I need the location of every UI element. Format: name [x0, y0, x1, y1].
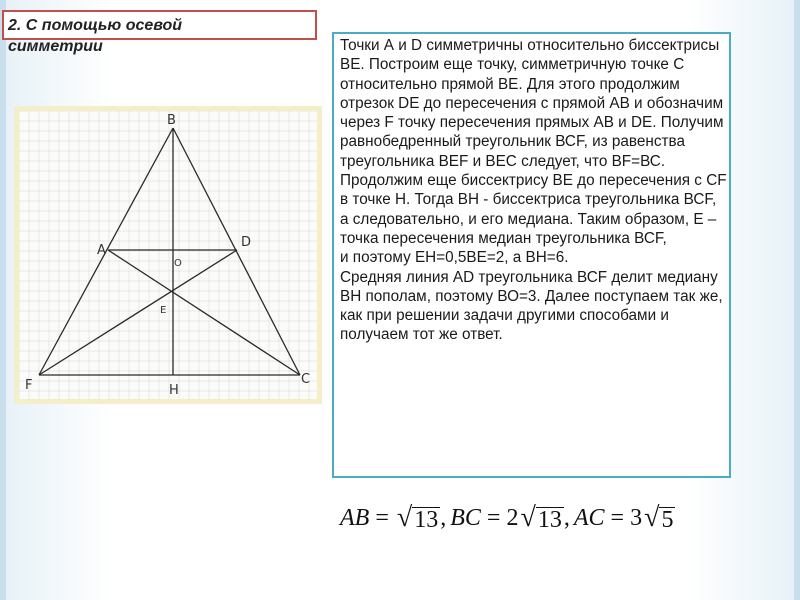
formula-bc-coef: 2: [506, 504, 519, 531]
geometry-figure: [19, 111, 317, 399]
sqrt-13-a: √ 13: [396, 502, 439, 533]
formula-bc-radicand: 13: [537, 507, 562, 533]
label-h: H: [169, 383, 179, 398]
explanation-text: Точки А и D симметричны относительно биссектрисы ВЕ. Построим еще точку, симметричную точке С относительно прямой ВЕ. Для этого продолжим отрезок DЕ до пересечения с прямой АВ и обозначим через F точку пересечения прямых АВ и DЕ. Получим равнобедренный треугольник ВСF, из равенства треугольника ВЕF и ВЕС следует, что ВF=ВС. Продолжим еще биссектрису ВЕ до пересечения с СF в точке Н. Тогда ВН - биссектриса треугольника ВСF, а следовательно, и его медиана. Таким образом, Е – точка пересечения медиан треугольника ВСF, и поэтому ЕН=0,5ВЕ=2, а ВН=6. Средняя линия AD треугольника ВСF делит медиану ВН пополам, поэтому ВО=3. Далее поступаем так же, как при решении задачи другими способами и получаем тот же ответ.: [340, 37, 727, 344]
formula-ac-radicand: 5: [661, 507, 674, 533]
label-d: D: [241, 235, 252, 250]
formula-eq-3: =: [610, 504, 625, 531]
slide-title: 2. С помощью осевой симметрии: [8, 17, 183, 55]
formula-ac-coef: 3: [630, 504, 643, 531]
answer-formula: [340, 498, 760, 538]
label-f: F: [25, 378, 33, 393]
formula-sep-2: ,: [563, 504, 570, 531]
construction-lines: [39, 128, 300, 375]
formula-sep-1: ,: [440, 504, 447, 531]
label-c: C: [301, 372, 311, 387]
sqrt-13-b: √ 13: [520, 502, 562, 533]
line-bc: [173, 128, 300, 375]
formula-bc-label: BC: [450, 504, 481, 531]
right-stripe: [794, 0, 800, 600]
formula-eq-1: =: [375, 504, 389, 531]
formula-ab-radicand: 13: [414, 507, 439, 533]
formula-ab-label: AB: [340, 504, 370, 531]
label-a: A: [97, 243, 106, 258]
line-fd: [39, 250, 237, 375]
grid-paper: [19, 111, 317, 399]
formula-eq-2: =: [486, 504, 501, 531]
label-o: O: [174, 258, 182, 269]
sqrt-5: √ 5: [644, 502, 674, 533]
geometry-drawing: [19, 111, 317, 399]
left-stripe: [0, 0, 6, 600]
label-e: E: [160, 305, 167, 316]
label-b: B: [167, 113, 176, 128]
figure-frame: [14, 106, 322, 404]
formula-ac-label: AC: [573, 504, 605, 531]
